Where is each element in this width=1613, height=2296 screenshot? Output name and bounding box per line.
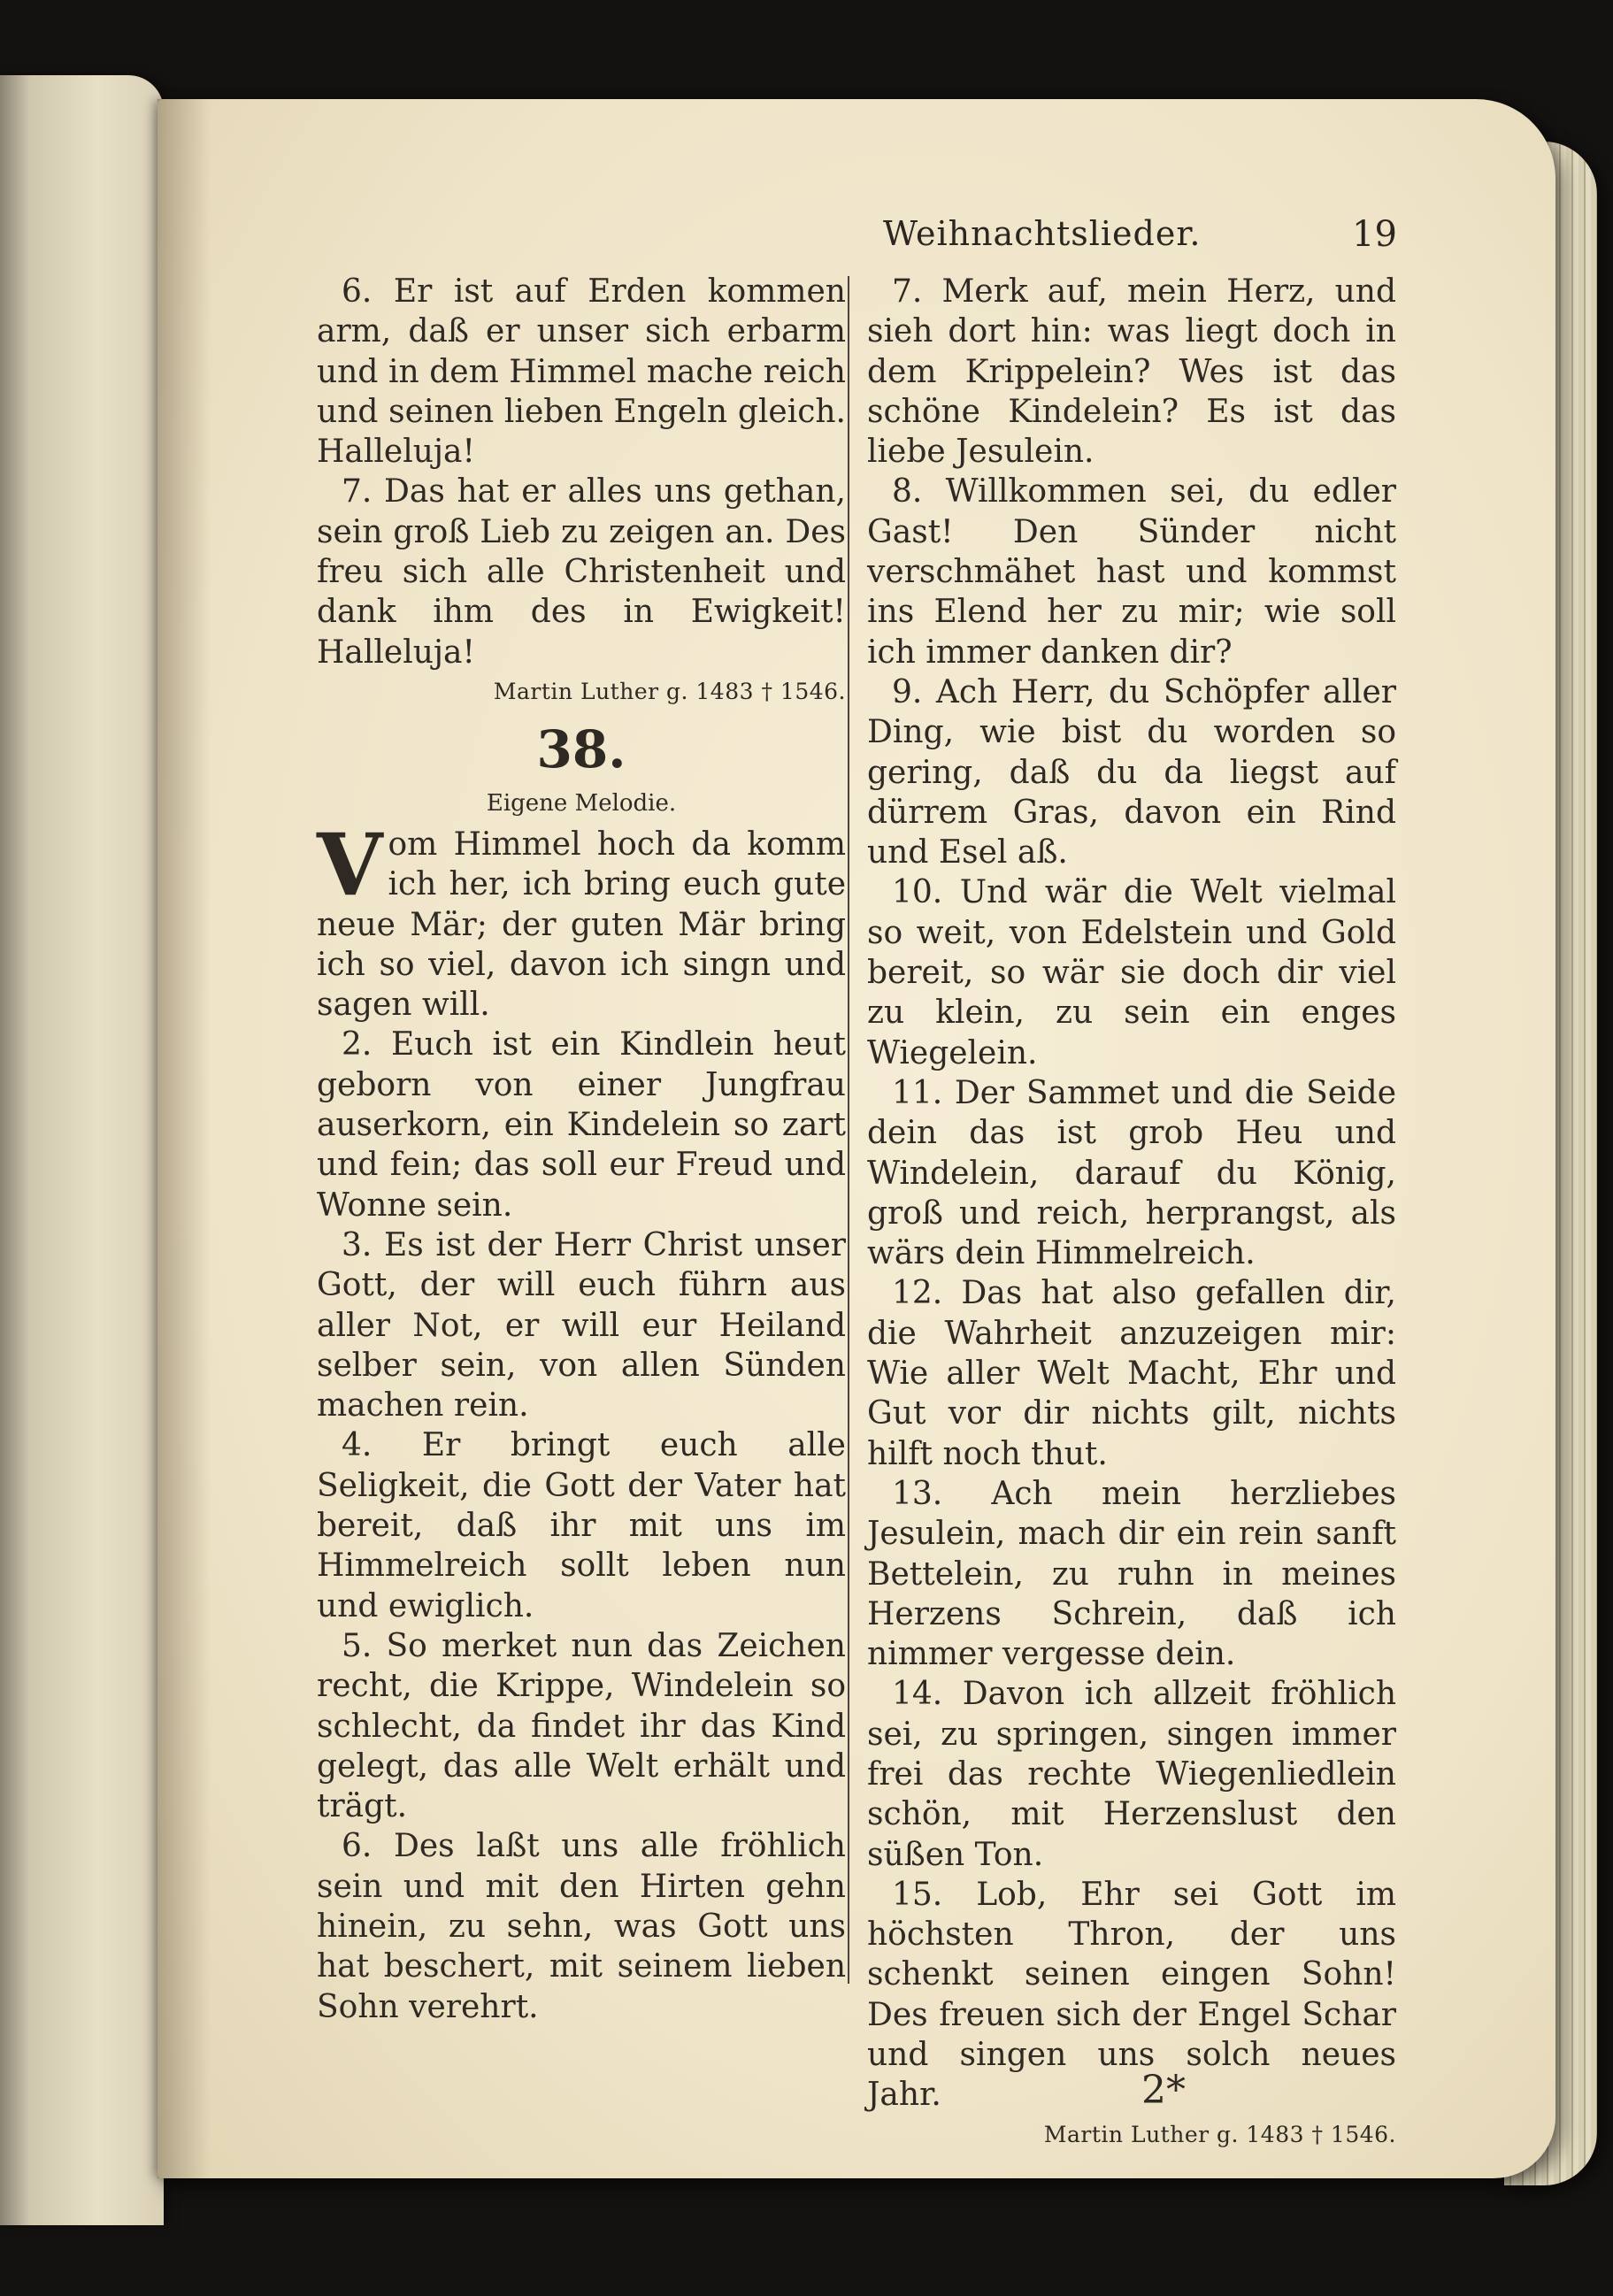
stanza: 12. Das hat also gefallen dir, die Wahrheit anzuzeigen mir: Wie aller Welt Macht, Ehr und Gut vor dir nichts gilt, nichts hilft noch thut.	[867, 1275, 1396, 1472]
page-number: 19	[1352, 214, 1397, 255]
right-column	[867, 272, 1396, 2154]
first-stanza-text: om Himmel hoch da komm ich her, ich bring euch gute neue Mär; der guten Mär bring ich so viel, davon ich singn und sagen will.	[317, 825, 846, 1024]
stanza: 7. Merk auf, mein Herz, und sieh dort hin: was liegt doch in dem Krippelein? Wes ist das schöne Kindelein? Es ist das liebe Jesulein.	[867, 273, 1396, 471]
running-title: Weihnachtslieder.	[883, 214, 1202, 253]
column-divider	[848, 276, 849, 1984]
hymn-number: 38.	[536, 718, 626, 779]
signature-mark: 2*	[1141, 2068, 1186, 2113]
stanza: 4. Er bringt euch alle Seligkeit, die Gott der Vater hat bereit, daß ihr mit uns im Himmelreich sollt leben nun und ewiglich.	[317, 1427, 846, 1624]
drop-cap: V	[317, 814, 383, 915]
previous-page-edge	[0, 75, 164, 2225]
stanza: 15. Lob, Ehr sei Gott im höchsten Thron, der uns schenkt seinen eingen Sohn! Des freuen sich der Engel Schar und singen uns solch neues Jahr.	[867, 1876, 1396, 2114]
melody-note: Eigene Melodie.	[486, 789, 677, 817]
stanza: 14. Davon ich allzeit fröhlich sei, zu springen, singen immer frei das rechte Wiegenliedlein schön, mit Herzenslust den süßen Ton.	[867, 1676, 1396, 1873]
author-attribution: Martin Luther g. 1483 † 1546.	[493, 678, 846, 704]
first-stanza	[317, 814, 846, 1025]
stanza: 2. Euch ist ein Kindlein heut geborn von einer Jungfrau auserkorn, ein Kindelein so zart und fein; das soll eur Freud und Wonne sein.	[317, 1026, 846, 1224]
stanza: 11. Der Sammet und die Seide dein das ist grob Heu und Windelein, darauf du König, groß und reich, herprangst, als wärs dein Himmelreich.	[867, 1074, 1396, 1272]
stanza: 13. Ach mein herzliebes Jesulein, mach dir ein rein sanft Bettelein, zu ruhn in meines Herzens Schrein, daß ich nimmer vergesse dein.	[867, 1475, 1396, 1673]
author-attribution: Martin Luther g. 1483 † 1546.	[1043, 2121, 1396, 2147]
stanza: 7. Das hat er alles uns gethan, sein groß Lieb zu zeigen an. Des freu sich alle Christenheit und dank ihm des in Ewigkeit! Halleluja!	[317, 473, 846, 671]
book-page	[157, 99, 1555, 2178]
stanza: 3. Es ist der Herr Christ unser Gott, der will euch führn aus aller Not, er will eur Heiland selber sein, von allen Sünden machen rein.	[317, 1226, 846, 1424]
left-column	[317, 272, 846, 2027]
stanza: 10. Und wär die Welt vielmal so weit, von Edelstein und Gold bereit, so wär sie doch dir viel zu klein, zu sein ein enges Wiegelein.	[867, 874, 1396, 1071]
stanza: 9. Ach Herr, du Schöpfer aller Ding, wie bist du worden so gering, daß du da liegst auf dürrem Gras, davon ein Rind und Esel aß.	[867, 673, 1396, 872]
stanza: 6. Des laßt uns alle fröhlich sein und mit den Hirten gehn hinein, zu sehn, was Gott uns hat beschert, mit seinem lieben Sohn verehrt.	[317, 1828, 846, 2025]
stanza: 6. Er ist auf Erden kommen arm, daß er unser sich erbarm und in dem Himmel mache reich und seinen lieben Engeln gleich. Halleluja!	[317, 273, 846, 471]
gutter-shadow	[157, 99, 211, 2178]
stanza: 5. So merket nun das Zeichen recht, die Krippe, Windelein so schlecht, da findet ihr das Kind gelegt, das alle Welt erhält und trägt.	[317, 1627, 846, 1825]
stanza: 8. Willkommen sei, du edler Gast! Den Sünder nicht verschmähet hast und kommst ins Elend her zu mir; wie soll ich immer danken dir?	[867, 473, 1396, 671]
